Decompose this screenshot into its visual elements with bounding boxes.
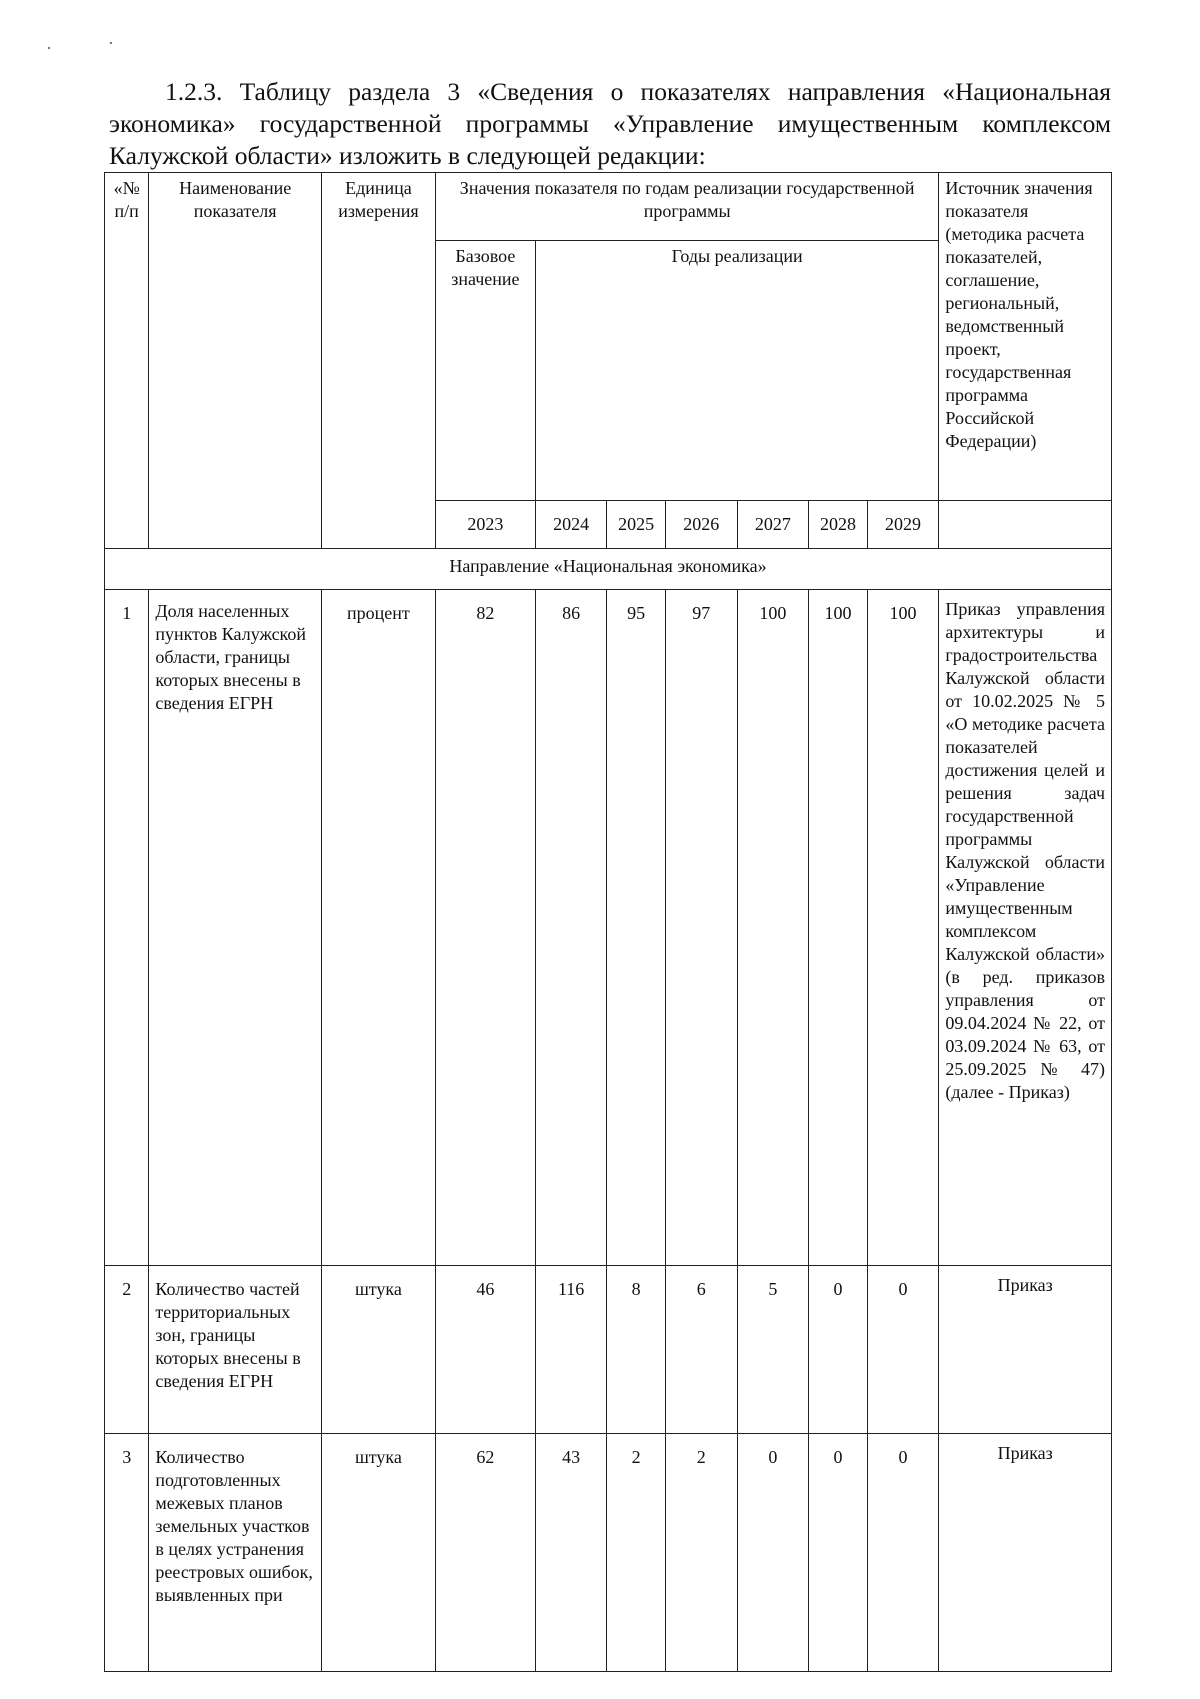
year-cell: 2026 — [665, 501, 737, 549]
row-value: 5 — [737, 1266, 809, 1434]
row-value: 62 — [435, 1434, 535, 1672]
row-unit: процент — [321, 590, 435, 1266]
row-value: 116 — [535, 1266, 607, 1434]
row-name: Доля населенных пунктов Калужской области, границы которых внесены в сведения ЕГРН — [149, 590, 322, 1266]
row-value: 0 — [809, 1434, 868, 1672]
section-title: Направление «Национальная экономика» — [105, 549, 1112, 590]
row-value: 97 — [665, 590, 737, 1266]
row-name: Количество частей территориальных зон, границы которых внесены в сведения ЕГРН — [149, 1266, 322, 1434]
row-num: 1 — [105, 590, 149, 1266]
table-header-row — [105, 173, 1112, 241]
row-value: 46 — [435, 1266, 535, 1434]
year-cell: 2025 — [607, 501, 666, 549]
intro-paragraph: 1.2.3. Таблицу раздела 3 «Сведения о показателях направления «Национальная экономика» государственной программы «Управление имущественным комплексом Калужской области» изложить в следующей редакции: — [109, 76, 1111, 170]
header-name: Наименование показателя — [149, 173, 322, 549]
row-source: Приказ управления архитектуры и градостроительства Калужской области от 10.02.2025 № 5 «О методике расчета показателей достижения целей и решения задач государственной программы Калужской области «Управление имущественным комплексом Калужской области» (в ред. приказов управления от 09.04.2024 № 22, от 03.09.2024 № 63, от 25.09.2025 № 47) (далее - Приказ) — [939, 590, 1112, 1266]
year-cell: 2027 — [737, 501, 809, 549]
row-unit: штука — [321, 1434, 435, 1672]
header-num: «№ п/п — [105, 173, 149, 549]
year-cell: 2029 — [867, 501, 939, 549]
header-values-group: Значения показателя по годам реализации государственной программы — [435, 173, 938, 241]
year-cell: 2028 — [809, 501, 868, 549]
header-base: Базовое значение — [435, 241, 535, 501]
row-value: 6 — [665, 1266, 737, 1434]
row-value: 8 — [607, 1266, 666, 1434]
header-source: Источник значения показателя (методика расчета показателей, соглашение, региональный, ведомственный проект, государственная программа Российской Федерации) — [939, 173, 1112, 501]
year-cell: 2024 — [535, 501, 607, 549]
table-row — [105, 590, 1112, 1266]
row-value: 100 — [867, 590, 939, 1266]
section-row — [105, 549, 1112, 590]
header-unit: Единица измерения — [321, 173, 435, 549]
row-num: 2 — [105, 1266, 149, 1434]
table-row — [105, 1434, 1112, 1672]
row-source: Приказ — [939, 1266, 1112, 1434]
row-value: 86 — [535, 590, 607, 1266]
row-value: 0 — [737, 1434, 809, 1672]
row-value: 82 — [435, 590, 535, 1266]
year-cell: 2023 — [435, 501, 535, 549]
table-row — [105, 1266, 1112, 1434]
header-years-group: Годы реализации — [535, 241, 939, 501]
row-value: 95 — [607, 590, 666, 1266]
indicators-table — [104, 172, 1112, 1672]
row-value: 0 — [867, 1434, 939, 1672]
row-source: Приказ — [939, 1434, 1112, 1672]
row-value: 2 — [607, 1434, 666, 1672]
row-value: 2 — [665, 1434, 737, 1672]
row-unit: штука — [321, 1266, 435, 1434]
row-value: 43 — [535, 1434, 607, 1672]
row-name: Количество подготовленных межевых планов земельных участков в целях устранения реестровых ошибок, выявленных при — [149, 1434, 322, 1672]
row-value: 100 — [809, 590, 868, 1266]
row-value: 100 — [737, 590, 809, 1266]
row-value: 0 — [867, 1266, 939, 1434]
row-value: 0 — [809, 1266, 868, 1434]
year-source-blank — [939, 501, 1112, 549]
row-num: 3 — [105, 1434, 149, 1672]
